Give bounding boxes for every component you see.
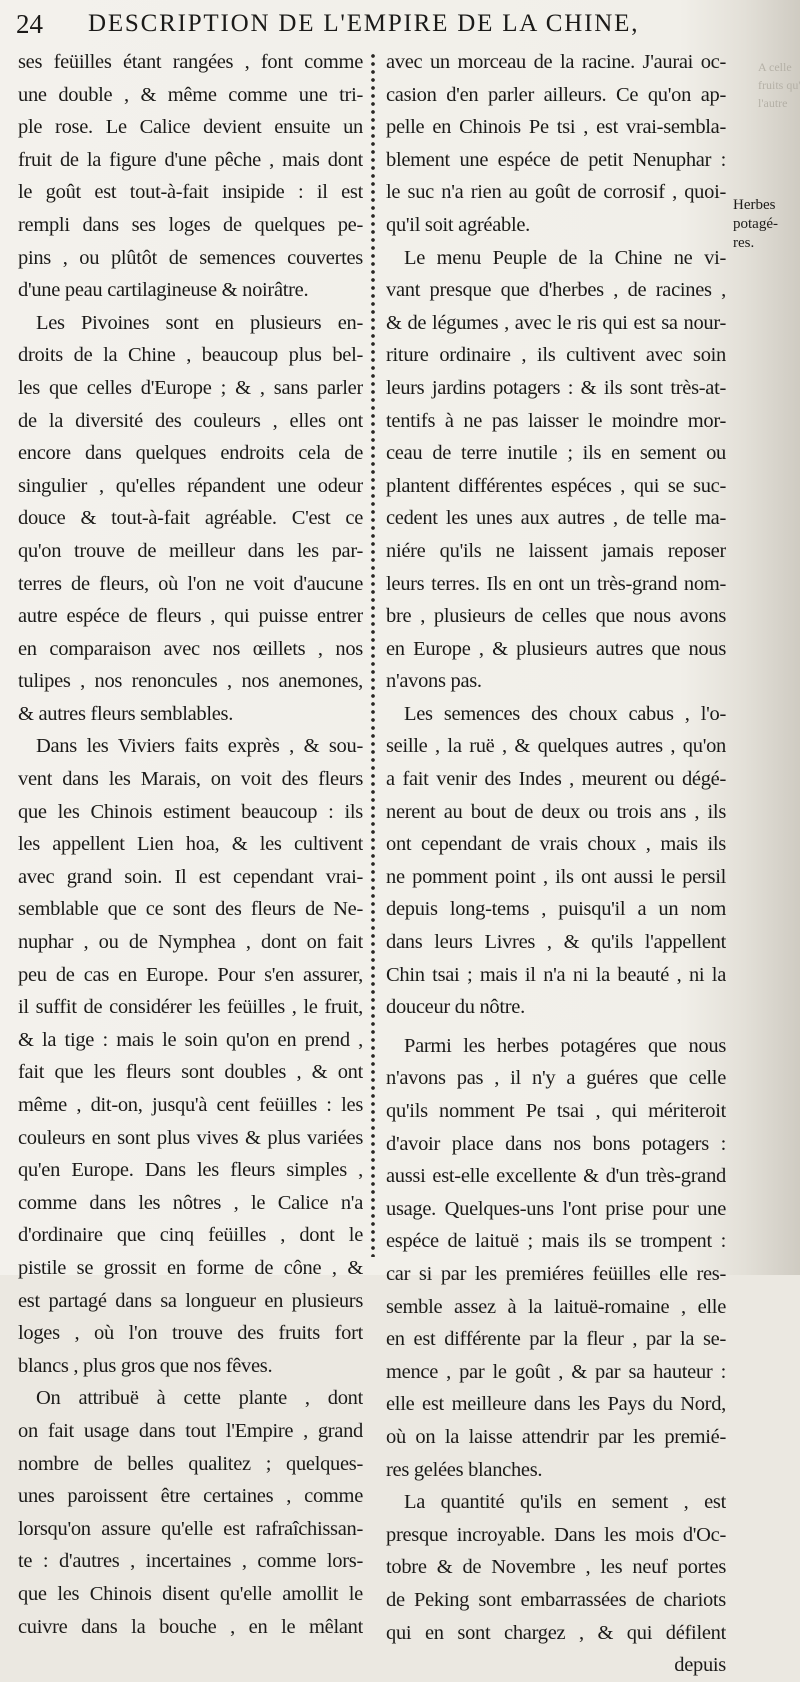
text-line: ses feüilles étant rangées , font comme [18,51,363,73]
text-line: niére qu'ils ne laissent jamais reposer [386,539,726,562]
text-line: ont cependant de vrais choux , mais ils [386,833,726,856]
text-line: les que celles d'Europe ; & , sans parler [18,376,363,399]
text-line: rempli dans ses loges de quelques pe- [18,213,363,236]
text-line: même , dit-on, jusqu'à cent feüilles : les [18,1094,363,1116]
text-line: pelle en Chinois Pe tsi , est vrai-sembla- [386,116,726,139]
text-line: qu'ils nomment Pe tsai , qui mériteroit [386,1100,726,1122]
text-line: pins , ou plûtôt de semences couvertes [18,246,363,269]
margin-note-line: res. [733,235,755,251]
text-line: fait que les fleurs sont doubles , & ont [18,1061,363,1084]
text-line: res gelées blanches. [386,1458,543,1481]
text-line: tobre & de Novembre , les neuf portes [386,1556,726,1579]
text-line: plantent différentes espéces , qui se suc- [386,474,726,497]
text-line: Chin tsai ; mais il n'a ni la beauté , ni la [386,963,726,986]
text-line: de la diversité des couleurs , elles ont [18,409,363,432]
text-line: en comparaison avec nos œillets , nos [18,637,363,660]
text-line: riture ordinaire , ils cultivent avec soin [386,344,726,367]
text-line: les appellent Lien hoa, & les cultivent [18,833,363,856]
text-line: tulipes , nos renoncules , nos anemones, [18,670,363,693]
text-line: que les Chinois disent qu'elle amollit le [18,1582,363,1605]
text-line: singulier , qu'elles répandent une odeur [18,474,363,497]
text-line: presque incroyable. Dans les mois d'Oc- [386,1523,726,1546]
text-line: pistile se grossit en forme de cône , & [18,1256,363,1279]
text-line: qui en sont chargez , & qui défilent [386,1621,726,1644]
text-line: vent dans les Marais, on voit des fleurs [18,768,363,791]
text-line: blement une espéce de petit Nenuphar : [386,148,726,171]
text-line: & autres fleurs semblables. [18,702,234,725]
text-line: lorsqu'on assure qu'elle est rafraîchissan- [18,1517,363,1540]
text-line: aussi est-elle excellente & d'un très-grand [386,1165,726,1188]
text-line: elle est meilleure dans les Pays du Nord, [386,1393,726,1416]
text-line: Le menu Peuple de la Chine ne vi- [404,246,726,269]
bleed-through-text: A celle [758,60,792,74]
text-line: ple rose. Le Calice devient ensuite un [18,116,363,139]
text-line: casion d'en parler ailleurs. Ce qu'on ap- [386,83,726,106]
text-line: vant presque que d'herbes , de racines , [386,279,726,302]
text-line: d'ordinaire que cinq feüilles , dont le [18,1224,363,1247]
text-line: Les semences des choux cabus , l'o- [404,702,726,725]
text-line: que les Chinois estiment beaucoup : ils [18,800,363,823]
text-line: nerent au bout de deux ou trois ans , ils [386,800,726,823]
text-line: ne pomment point , ils ont aussi le persil [386,865,726,888]
text-line: le goût est tout-à-fait insipide : il est [18,181,363,204]
text-line: d'une peau cartilagineuse & noirâtre. [18,279,309,302]
text-line: qu'on trouve de meilleur dans les par- [18,539,363,562]
text-line: seille , la ruë , & quelques autres , qu'on [386,735,726,758]
text-line: d'avoir place dans nos bons potagers : [386,1132,726,1155]
text-line: encore dans quelques endroits cela de [18,442,363,465]
page-number: 24 [16,9,43,39]
page-header [16,9,716,43]
text-line: a fait venir des Indes , meurent ou dégé- [386,768,726,791]
text-line: cuivre dans la bouche , en le mêlant [18,1615,363,1638]
text-line: n'avons pas. [386,670,482,693]
text-line: cedent les unes aux autres , de telle ma- [386,507,726,530]
text-line: avec un morceau de la racine. J'aurai oc- [386,51,726,73]
text-line: semblable que ce sont des fleurs de Ne- [18,898,363,921]
text-line: dans leurs Livres , & qu'ils l'appellent [386,931,726,954]
text-line: comme dans les nôtres , le Calice n'a [18,1191,363,1214]
text-line: qu'en Europe. Dans les fleurs simples , [18,1159,363,1182]
text-line: depuis long-tems , puisqu'il a un nom [386,898,726,921]
text-line: blancs , plus gros que nos fêves. [18,1354,273,1377]
text-line: autre espéce de fleurs , qui puisse entrer [18,605,363,628]
text-line: en Europe , & plusieurs autres que nous [386,637,726,660]
text-line: douceur du nôtre. [386,996,525,1019]
text-line: avec grand soin. Il est cependant vrai- [18,865,363,888]
text-line: tentifs à ne pas laisser le moindre mor- [386,409,726,432]
margin-note-line: Herbes [733,197,776,213]
text-line: on fait usage dans tout l'Empire , grand [18,1419,363,1442]
column-divider-ornament [366,52,380,1257]
text-line: ceau de terre inutile ; ils en sement ou [386,442,726,465]
text-line: couleurs en sont plus vives & plus variées [18,1126,363,1149]
bleed-through-text: fruits qu' [758,78,800,92]
text-line: La quantité qu'ils en sement , est [404,1491,726,1514]
text-line: espéce de laituë ; mais ils se trompent : [386,1230,726,1253]
text-line: mence , par le goût , & par sa hauteur : [386,1360,726,1383]
text-line: qu'il soit agréable. [386,213,530,236]
text-line: où on la laisse attendrir par les premié- [386,1425,726,1448]
text-line: te : d'autres , incertaines , comme lors- [18,1550,363,1573]
bleed-through-text: l'autre [758,96,788,110]
text-line: est partagé dans sa longueur en plusieurs [18,1289,363,1312]
text-line: fruit de la figure d'une pêche , mais dont [18,148,363,171]
text-line: en est différente par la fleur , par la se- [386,1328,726,1351]
text-line: le suc n'a rien au goût de corrosif , quoi- [386,181,726,204]
text-line: n'avons pas , il n'y a guéres que celle [386,1067,726,1090]
text-line: Parmi les herbes potagéres que nous [404,1034,726,1057]
text-line: On attribuë à cette plante , dont [36,1387,363,1410]
text-line: & de légumes , avec le ris qui est sa nour- [386,311,726,334]
left-column [18,46,363,1643]
text-line: une double , & même comme une tri- [18,83,363,106]
text-line: & la tige : mais le soin qu'on en prend , [18,1028,363,1051]
text-line: leurs jardins potagers : & ils sont très-at- [386,376,726,399]
text-line: nuphar , ou de Nymphea , dont on fait [18,931,363,954]
right-column [386,46,726,1682]
text-line: douce & tout-à-fait agréable. C'est ce [18,507,363,530]
text-line: bre , plusieurs de celles que nous avons [386,605,726,628]
text-line: car si par les premiéres feüilles elle res- [386,1262,726,1285]
text-line: unes paroissent être certaines , comme [18,1485,363,1508]
text-line: de Peking sont embarrassées de chariots [386,1588,726,1611]
text-line: usage. Quelques-uns l'ont prise pour une [386,1197,726,1220]
text-line: droits de la Chine , beaucoup plus bel- [18,344,363,367]
running-title: DESCRIPTION DE L'EMPIRE DE LA CHINE, [88,10,640,37]
text-line: semble assez à la laituë-romaine , elle [386,1295,726,1318]
text-line: terres de fleurs, où l'on ne voit d'aucune [18,572,363,595]
margin-note [733,196,799,253]
text-line: il suffit de considérer les feüilles , le fruit, [18,996,363,1019]
text-line: nombre de belles qualitez ; quelques- [18,1452,363,1475]
text-line: peu de cas en Europe. Pour s'en assurer, [18,963,363,986]
text-line: Les Pivoines sont en plusieurs en- [36,311,363,334]
text-line: leurs terres. Ils en ont un très-grand nom- [386,572,726,595]
text-line: depuis [674,1654,726,1677]
text-line: Dans les Viviers faits exprès , & sou- [36,735,363,758]
text-line: loges , où l'on trouve des fruits fort [18,1322,363,1345]
margin-note-line: potagé- [733,216,778,232]
